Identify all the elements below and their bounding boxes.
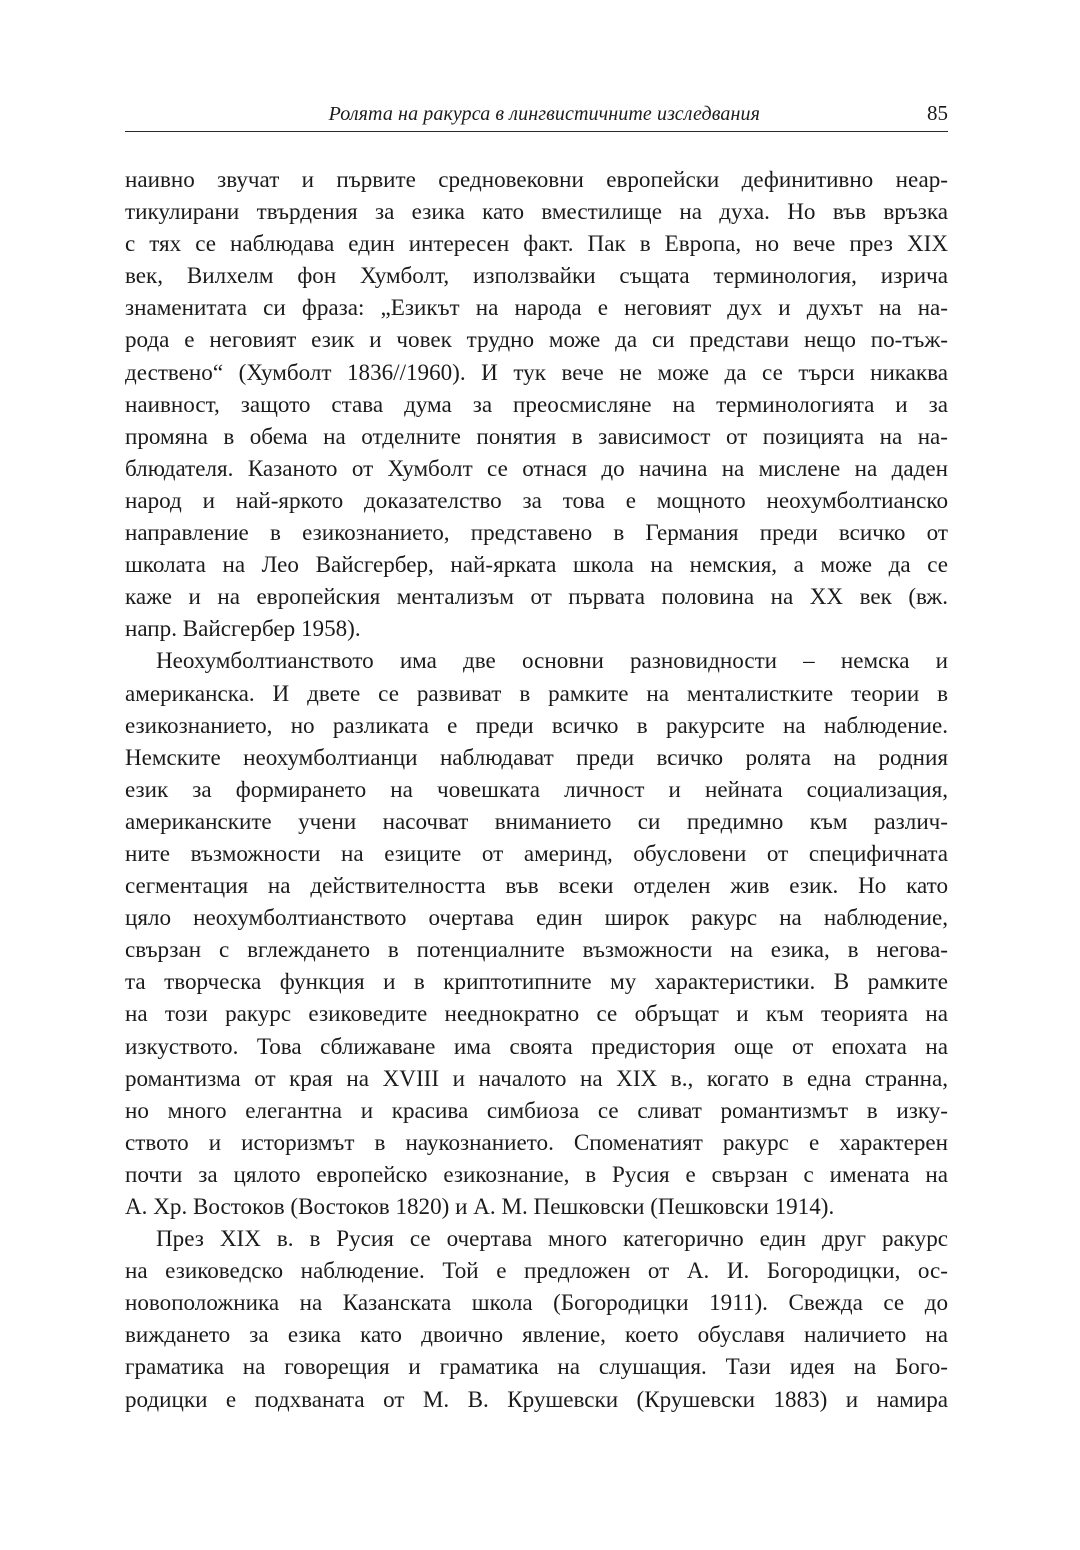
text-line: виждането за езика като двоично явление, което обуславя наличието на (125, 1321, 948, 1348)
text-line: народ и най-яркото доказателство за това е мощното неохумболтианско (125, 486, 948, 513)
text-line: езикознанието, но разликата е преди всичко в ракурсите на наблюдение. (125, 711, 948, 738)
text-line: тикулирани твърдения за езика като вместилище на духа. Но във връзка (125, 198, 948, 225)
paragraph-2 (125, 644, 948, 1222)
body-text (125, 163, 948, 1415)
text-line: новоположника на Казанската школа (Богородицки 1911). Свежда се до (125, 1289, 948, 1316)
text-line: американските учени насочват вниманието си предимно към различ- (125, 807, 948, 834)
text-line: език за формирането на човешката личност и нейната социализация, (125, 775, 948, 802)
text-line: рода е неговият език и човек трудно може да си представи нещо по-тъж- (125, 326, 948, 353)
text-line: но много елегантна и красива симбиоза се сливат романтизмът в изку- (125, 1096, 948, 1123)
text-line: родицки е подхваната от М. В. Крушевски (Крушевски 1883) и намира (125, 1385, 948, 1412)
text-line: цяло неохумболтианството очертава един широк ракурс на наблюдение, (125, 904, 948, 931)
text-line: блюдателя. Казаното от Хумболт се отнася до начина на мислене на даден (125, 454, 948, 481)
text-line: американска. И двете се развиват в рамките на менталистките теории в (125, 679, 948, 706)
paragraph-3 (125, 1222, 948, 1415)
text-line: романтизма от края на XVIII и началото на XIX в., когато в една странна, (125, 1064, 948, 1091)
text-line: промяна в обема на отделните понятия в зависимост от позицията на на- (125, 422, 948, 449)
text-line: наивност, защото става дума за преосмисляне на терминологията и за (125, 390, 948, 417)
text-line: век, Вилхелм фон Хумболт, използвайки същата терминология, изрича (125, 262, 948, 289)
running-header (125, 101, 948, 132)
text-line: почти за цялото европейско езикознание, в Русия е свързан с имената на (125, 1160, 948, 1187)
text-line: Неохумболтианството има две основни разновидности – немска и (156, 647, 948, 674)
text-line: изкуството. Това сближаване има своята предистория още от епохата на (125, 1032, 948, 1059)
text-line: напр. Вайсгербер 1958). (125, 615, 361, 642)
text-line: на езиковедско наблюдение. Той е предложен от А. И. Богородицки, ос- (125, 1257, 948, 1284)
text-line: дествено“ (Хумболт 1836//1960). И тук вече не може да се търси никаква (125, 358, 948, 385)
text-line: сегментация на действителността във всеки отделен жив език. Но като (125, 872, 948, 899)
page-number: 85 (927, 101, 948, 125)
text-line: та творческа функция и в криптотипните му характеристики. В рамките (125, 968, 948, 995)
text-line: граматика на говорещия и граматика на слушащия. Тази идея на Бого- (125, 1353, 948, 1380)
text-line: Немските неохумболтианци наблюдават преди всичко ролята на родния (125, 743, 948, 770)
text-line: каже и на европейския ментализъм от първата половина на XX век (вж. (125, 583, 948, 610)
text-line: ството и историзмът в наукознанието. Споменатият ракурс е характерен (125, 1128, 948, 1155)
text-line: на този ракурс езиковедите нееднократно се обръщат и към теорията на (125, 1000, 948, 1027)
paragraph-1 (125, 163, 948, 644)
text-line: ните възможности на езиците от америнд, обусловени от специфичната (125, 839, 948, 866)
text-line: знаменитата си фраза: „Езикът на народа е неговият дух и духът на на- (125, 294, 948, 321)
text-line: школата на Лео Вайсгербер, най-ярката школа на немския, а може да се (125, 551, 948, 578)
text-line: През XIX в. в Русия се очертава много категорично един друг ракурс (156, 1225, 948, 1252)
running-title: Ролята на ракурса в лингвистичните изследвания (328, 103, 760, 125)
text-line: с тях се наблюдава един интересен факт. Пак в Европа, но вече през XIX (125, 230, 948, 257)
text-line: свързан с вглеждането в потенциалните възможности на езика, в негова- (125, 936, 948, 963)
text-line: наивно звучат и първите средновековни европейски дефинитивно неар- (125, 166, 948, 192)
text-line: направление в езикознанието, представено в Германия преди всичко от (125, 519, 948, 546)
text-line: А. Хр. Востоков (Востоков 1820) и А. М. Пешковски (Пешковски 1914). (125, 1193, 835, 1219)
